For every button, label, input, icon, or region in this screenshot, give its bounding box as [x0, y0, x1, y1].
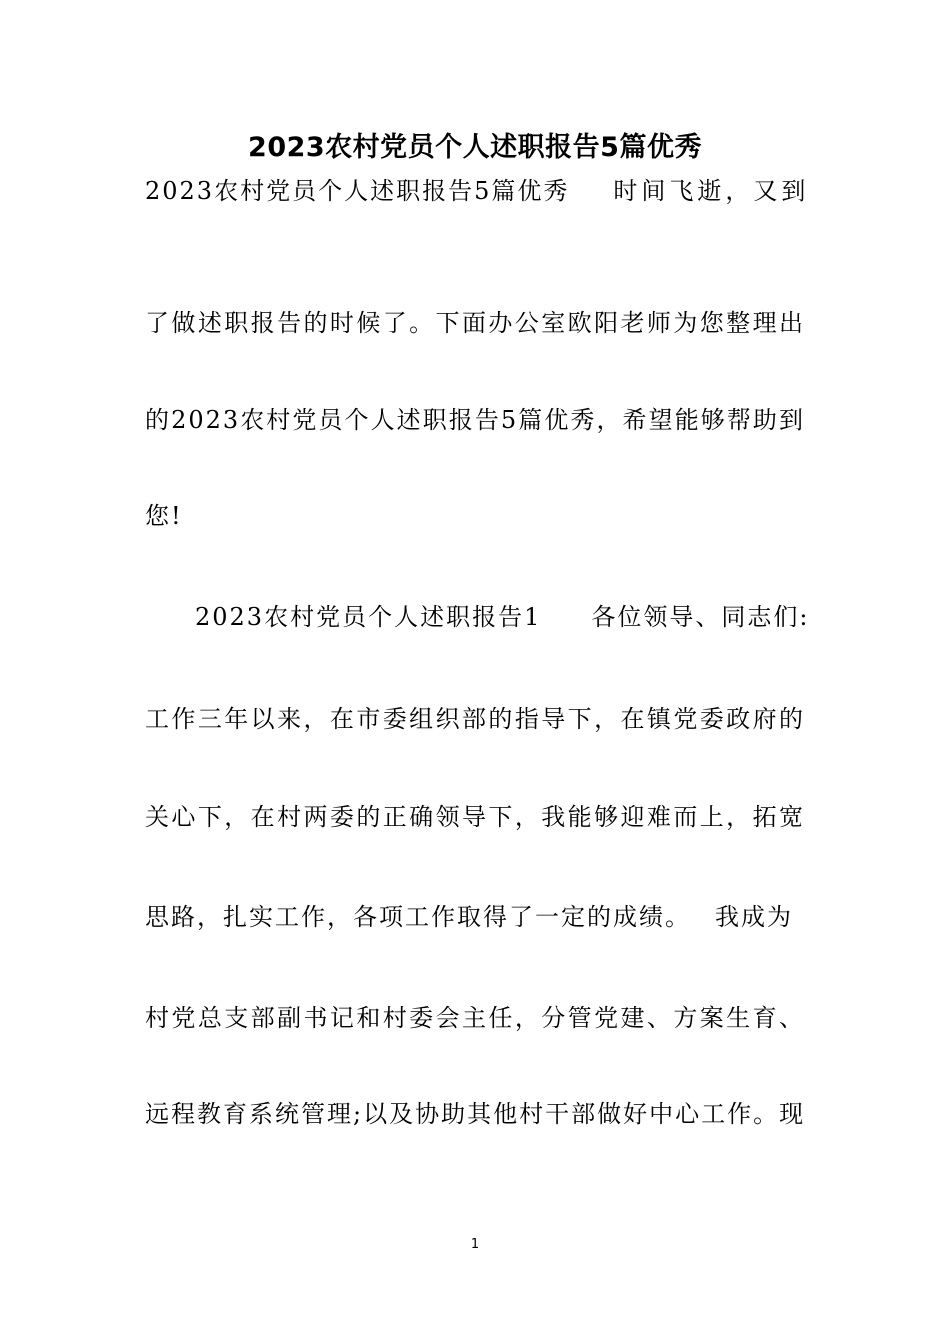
section1-heading-line — [195, 597, 810, 637]
section1-line-5: 远程教育系统管理;以及协助其他村干部做好中心工作。现 — [145, 1100, 806, 1128]
section1-line-2: 关心下，在村两委的正确领导下，我能够迎难而上，拓宽 — [145, 803, 805, 831]
section1-heading: 2023农村党员个人述职报告1 — [195, 603, 542, 631]
intro-line-2: 了做述职报告的时候了。下面办公室欧阳老师为您整理出 — [145, 309, 805, 337]
section1-line-3 — [145, 897, 805, 937]
intro-line-4: 您! — [145, 502, 183, 530]
page-number: 1 — [470, 1237, 480, 1252]
intro-line-1 — [145, 171, 810, 211]
intro-line-3: 的2023农村党员个人述职报告5篇优秀，希望能够帮助到 — [145, 406, 805, 434]
intro-line-1-right: 时间飞逝，又到 — [613, 177, 810, 205]
section1-line-4: 村党总支部副书记和村委会主任，分管党建、方案生育、 — [145, 1004, 805, 1032]
section1-line-3-right: 我成为 — [715, 903, 793, 931]
section1-line-3-left: 思路，扎实工作，各项工作取得了一定的成绩。 — [145, 903, 691, 931]
section1-salutation: 各位领导、同志们: — [591, 603, 810, 631]
section1-line-1: 工作三年以来，在市委组织部的指导下，在镇党委政府的 — [145, 705, 805, 733]
document-title: 2023农村党员个人述职报告5篇优秀 — [248, 132, 702, 163]
intro-line-1-left: 2023农村党员个人述职报告5篇优秀 — [145, 177, 570, 205]
